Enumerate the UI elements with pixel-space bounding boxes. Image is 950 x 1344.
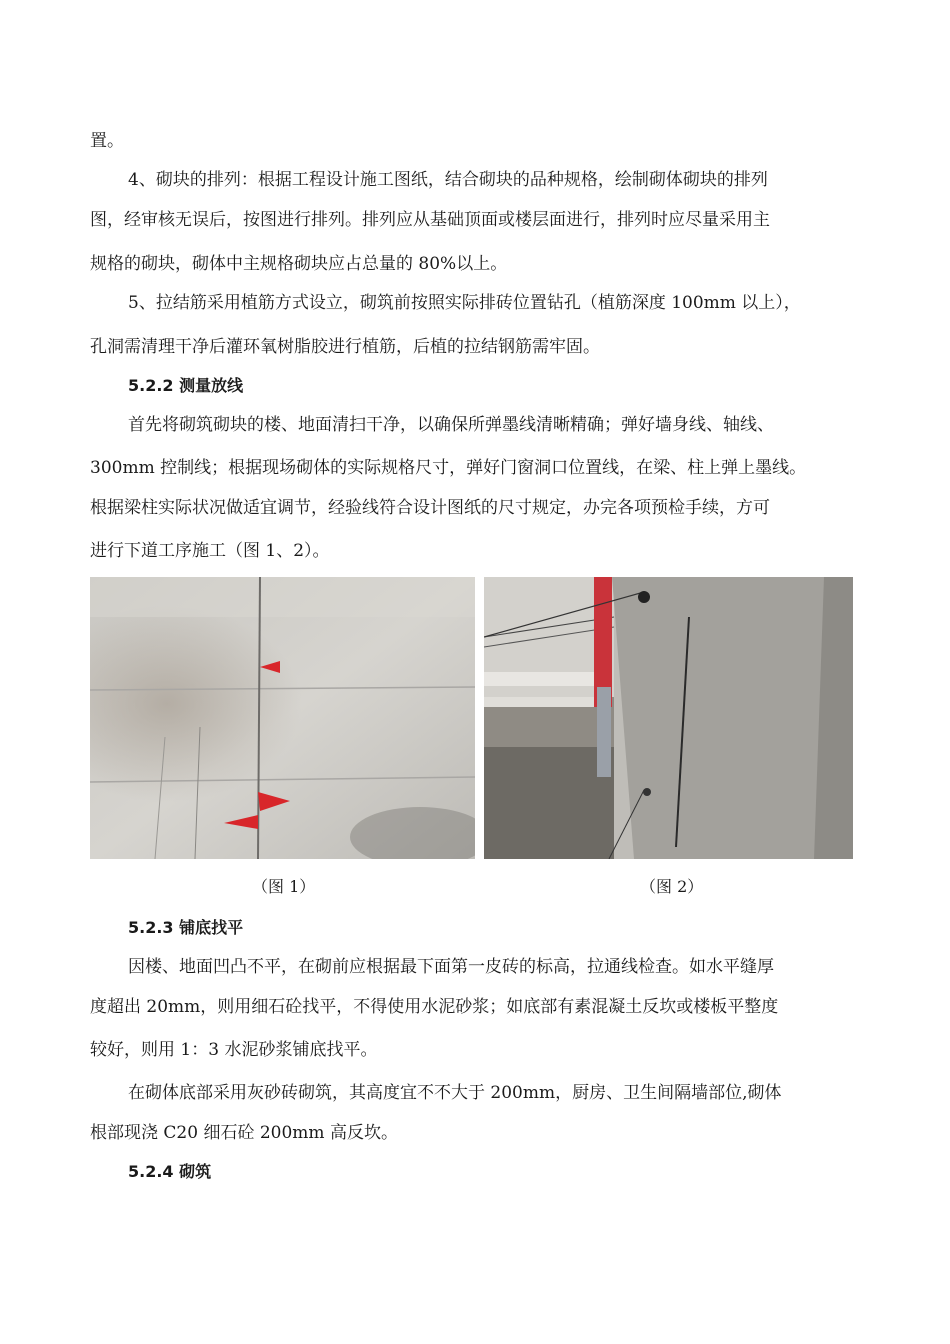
paragraph-line: 首先将砌筑砌块的楼、地面清扫干净，以确保所弹墨线清晰精确；弹好墙身线、轴线、 xyxy=(128,415,774,435)
figure-2-photo xyxy=(484,577,853,859)
paragraph-line: 4、砌块的排列：根据工程设计施工图纸，结合砌块的品种规格，绘制砌体砌块的排列 xyxy=(128,170,768,190)
paragraph-line: 在砌体底部采用灰砂砖砌筑，其高度宜不不大于 200mm，厨房、卫生间隔墙部位,砌体 xyxy=(128,1083,782,1103)
section-heading-5-2-2: 5.2.2 测量放线 xyxy=(128,376,244,395)
paragraph-line: 较好，则用 1：3 水泥砂浆铺底找平。 xyxy=(90,1040,378,1060)
paragraph-line: 孔洞需清理干净后灌环氧树脂胶进行植筋，后植的拉结钢筋需牢固。 xyxy=(90,337,600,357)
figure-1-photo xyxy=(90,577,475,859)
paragraph-line: 5、拉结筋采用植筋方式设立，砌筑前按照实际排砖位置钻孔（植筋深度 100mm 以上）， xyxy=(128,293,801,313)
paragraph-line: 规格的砌块，砌体中主规格砌块应占总量的 80%以上。 xyxy=(90,254,508,274)
paragraph-line: 度超出 20mm，则用细石砼找平，不得使用水泥砂浆；如底部有素混凝土反坎或楼板平整度 xyxy=(90,997,779,1017)
section-heading-5-2-3: 5.2.3 铺底找平 xyxy=(128,918,244,937)
paragraph-line: 根部现浇 C20 细石砼 200mm 高反坎。 xyxy=(90,1123,398,1143)
paragraph-line: 进行下道工序施工（图 1、2）。 xyxy=(90,541,330,561)
paragraph-line: 根据梁柱实际状况做适宜调节，经验线符合设计图纸的尺寸规定，办完各项预检手续，方可 xyxy=(90,498,770,518)
paragraph-line: 置。 xyxy=(90,131,124,151)
figure-2-caption: （图 2） xyxy=(640,877,704,896)
section-heading-5-2-4: 5.2.4 砌筑 xyxy=(128,1162,212,1181)
paragraph-line: 因楼、地面凹凸不平，在砌前应根据最下面第一皮砖的标高，拉通线检查。如水平缝厚 xyxy=(128,957,774,977)
figure-1-caption: （图 1） xyxy=(252,877,316,896)
paragraph-line: 300mm 控制线；根据现场砌体的实际规格尺寸，弹好门窗洞口位置线，在梁、柱上弹上墨线。 xyxy=(90,458,807,478)
paragraph-line: 图，经审核无误后，按图进行排列。排列应从基础顶面或楼层面进行，排列时应尽量采用主 xyxy=(90,210,770,230)
